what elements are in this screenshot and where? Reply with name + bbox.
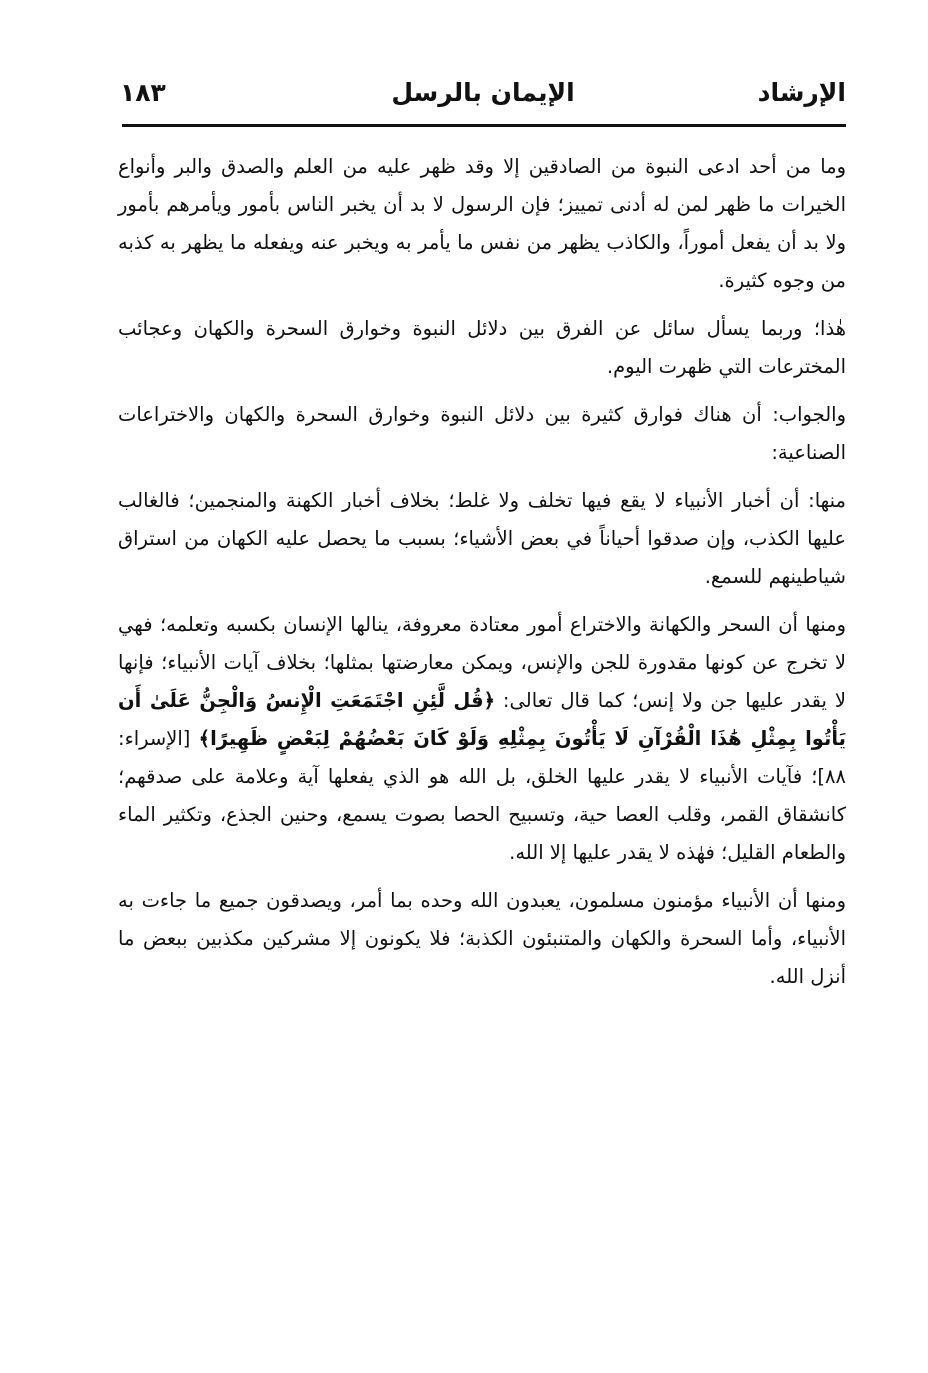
paragraph-answer: والجواب: أن هناك فوارق كثيرة بين دلائل النبوة وخوارق السحرة والكهان والاختراعات الصناعية: (118, 403, 846, 464)
paragraph-third-difference: ومنها أن الأنبياء مؤمنون مسلمون، يعبدون الله وحده بما أمر، ويصدقون جميع ما جاءت به الأنبياء، وأما السحرة والكهان والمتنبئون الكذبة؛ فلا يكونون إلا مشركين مكذبين ببعض ما أنزل الله. (118, 889, 846, 988)
chapter-title: الإيمان بالرسل (391, 78, 575, 107)
book-title: الإرشاد (757, 78, 846, 107)
paragraph-second-difference-rest: [الإسراء: ٨٨]؛ فآيات الأنبياء لا يقدر عليها الخلق، بل الله هو الذي يفعلها آية وعلامة على صدقهم؛ كانشقاق القمر، وقلب العصا حية، وتسبيح الحصا بصوت يسمع، وحنين الجذع، وتكثير الماء والطعام القليل؛ فهٰذه لا يقدر عليها إلا الله. (118, 727, 846, 864)
paragraph-first-difference: منها: أن أخبار الأنبياء لا يقع فيها تخلف ولا غلط؛ بخلاف أخبار الكهنة والمنجمين؛ فالغالب عليها الكذب، وإن صدقوا أحياناً في بعض الأشياء؛ بسبب ما يحصل عليه الكهان من استراق شياطينهم للسمع. (118, 489, 846, 588)
paragraph-question: هٰذا؛ وربما يسأل سائل عن الفرق بين دلائل النبوة وخوارق السحرة والكهان وعجائب المخترعات التي ظهرت اليوم. (118, 317, 846, 378)
page-header (120, 78, 846, 120)
quran-verse: ﴿قُل لَّئِنِ اجْتَمَعَتِ الْإِنسُ وَالْجِنُّ عَلَىٰ أَن يَأْتُوا بِمِثْلِ هَٰذَا الْقُرْآنِ لَا يَأْتُونَ بِمِثْلِهِ وَلَوْ كَانَ بَعْضُهُمْ لِبَعْضٍ ظَهِيرًا﴾ (118, 689, 846, 750)
paragraph-second-difference (118, 606, 846, 872)
page-number: ١٨٣ (120, 78, 166, 107)
page-body (118, 148, 846, 1006)
header-rule (122, 124, 846, 127)
paragraph-prophet-truthfulness: وما من أحد ادعى النبوة من الصادقين إلا وقد ظهر عليه من العلم والصدق والبر وأنواع الخيرات ما ظهر لمن له أدنى تمييز؛ فإن الرسول لا بد أن يخبر الناس بأمور ويأمرهم بأمور ولا بد أن يفعل أموراً، والكاذب يظهر من نفس ما يأمر به ويخبر عنه ويفعله ما يظهر به كذبه من وجوه كثيرة. (118, 155, 846, 292)
paragraph-second-difference-intro: ومنها أن السحر والكهانة والاختراع أمور معتادة معروفة، ينالها الإنسان بكسبه وتعلمه؛ فهي لا تخرج عن كونها مقدورة للجن والإنس، ويمكن معارضتها بمثلها؛ بخلاف آيات الأنبياء؛ فإنها لا يقدر عليها جن ولا إنس؛ كما قال تعالى: (118, 613, 846, 712)
